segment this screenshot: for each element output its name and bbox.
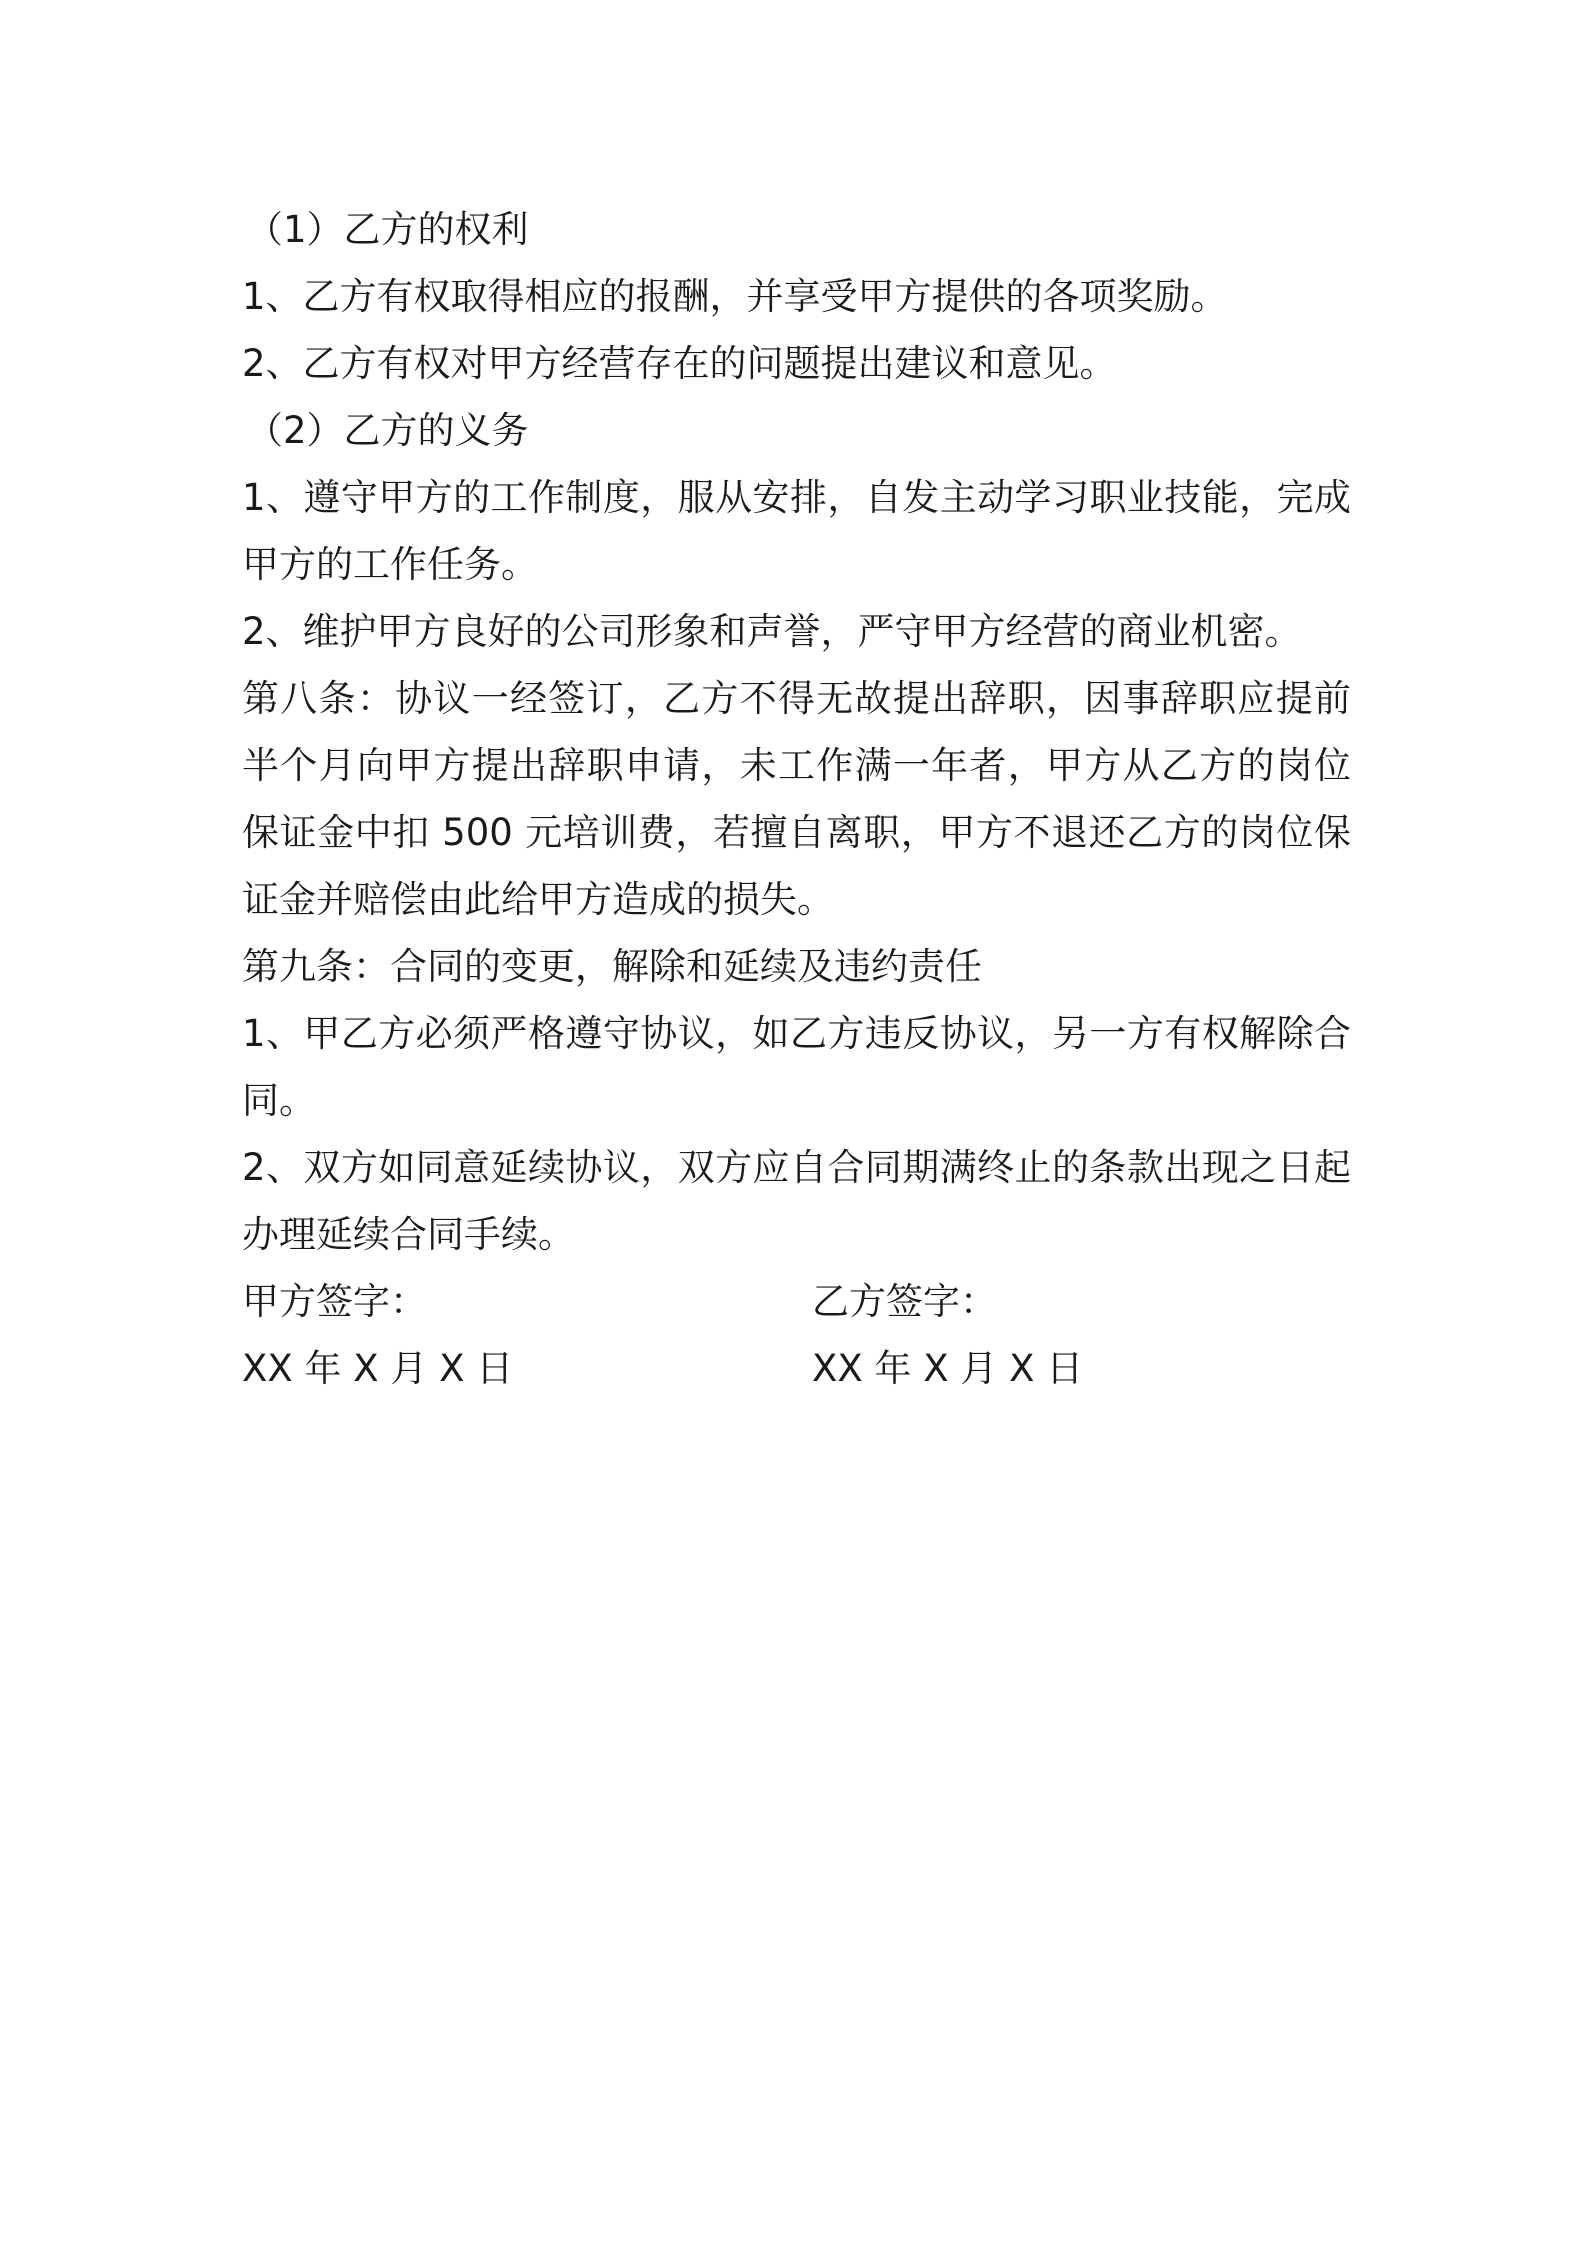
clause-paragraph: 1、遵守甲方的工作制度，服从安排，自发主动学习职业技能，完成甲方的工作任务。 xyxy=(242,476,1351,586)
clause-paragraph: 2、维护甲方良好的公司形象和声誉，严守甲方经营的商业机密。 xyxy=(242,610,1302,653)
party-b-date: XX 年 X 月 X 日 xyxy=(812,1347,1084,1390)
party-b-signature-label: 乙方签字： xyxy=(812,1280,997,1323)
party-a-date: XX 年 X 月 X 日 xyxy=(242,1347,514,1390)
date-row xyxy=(242,1335,1351,1402)
section-heading-rights: （1）乙方的权利 xyxy=(246,208,529,251)
article-eight: 第八条：协议一经签订，乙方不得无故提出辞职，因事辞职应提前半个月向甲方提出辞职申请，未工作满一年者，甲方从乙方的岗位保证金中扣 500 元培训费，若擅自离职，甲方不退还乙方的岗位保证金并赔偿由此给甲方造成的损失。 xyxy=(242,677,1351,921)
clause-paragraph: 2、乙方有权对甲方经营存在的问题提出建议和意见。 xyxy=(242,342,1117,385)
article-nine-heading: 第九条：合同的变更，解除和延续及违约责任 xyxy=(242,945,982,988)
party-a-signature-label: 甲方签字： xyxy=(242,1280,427,1323)
clause-paragraph: 2、双方如同意延续协议，双方应自合同期满终止的条款出现之日起办理延续合同手续。 xyxy=(242,1146,1351,1256)
clause-paragraph: 1、甲乙方必须严格遵守协议，如乙方违反协议，另一方有权解除合同。 xyxy=(242,1012,1351,1122)
signature-row xyxy=(242,1268,1351,1335)
section-heading-obligations: （2）乙方的义务 xyxy=(246,409,529,452)
clause-paragraph: 1、乙方有权取得相应的报酬，并享受甲方提供的各项奖励。 xyxy=(242,275,1228,318)
